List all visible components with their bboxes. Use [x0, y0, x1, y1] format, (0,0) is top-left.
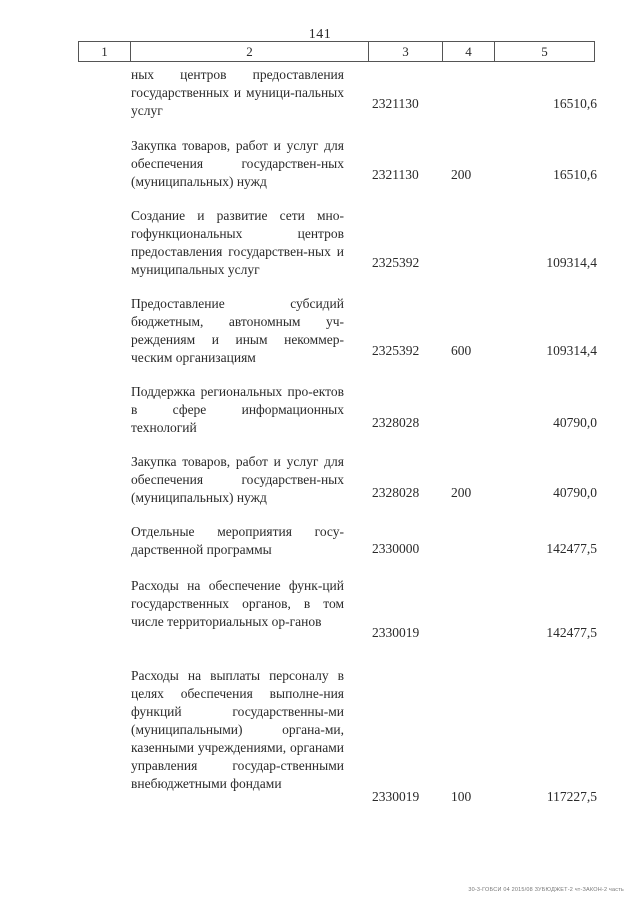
row-description: Расходы на обеспечение функ-ций государственных органов, в том числе территориальных ор-ганов [131, 578, 344, 629]
header-col-4: 4 [443, 42, 495, 61]
header-col-3: 3 [369, 42, 443, 61]
row-description: Отдельные мероприятия госу-дарственной программы [131, 524, 344, 557]
document-footer: 30-3-ГОБСИ 04 2015/08 ЗУБЮДЖЕТ-2 чт-ЗАКОН-2 часть [468, 887, 624, 893]
row-type: 100 [451, 789, 472, 804]
row-code: 2325392 [372, 343, 420, 358]
row-amount: 40790,0 [553, 415, 597, 430]
row-code: 2330000 [372, 541, 420, 556]
row-amount: 16510,6 [553, 167, 597, 182]
row-amount: 109314,4 [546, 255, 597, 270]
header-col-2: 2 [131, 42, 369, 61]
row-amount: 142477,5 [546, 625, 597, 640]
page-number: 141 [308, 27, 332, 42]
row-amount: 117227,5 [546, 789, 597, 804]
row-code: 2321130 [372, 96, 419, 111]
row-type: 200 [451, 485, 472, 500]
row-type: 200 [451, 167, 472, 182]
row-amount: 109314,4 [546, 343, 597, 358]
row-description: ных центров предоставления государственных и муници-пальных услуг [131, 67, 344, 118]
header-col-1: 1 [79, 42, 131, 61]
row-amount: 16510,6 [553, 96, 597, 111]
row-code: 2328028 [372, 485, 420, 500]
header-col-5: 5 [541, 43, 548, 59]
row-description: Предоставление субсидий бюджетным, автономным уч-реждениям и иным некоммер-ческим организациям [131, 296, 344, 365]
row-code: 2330019 [372, 789, 420, 804]
row-code: 2330019 [372, 625, 420, 640]
row-code: 2328028 [372, 415, 420, 430]
row-amount: 40790,0 [553, 485, 597, 500]
row-description: Закупка товаров, работ и услуг для обеспечения государствен-ных (муниципальных) нужд [131, 138, 344, 189]
row-type: 600 [451, 343, 472, 358]
row-code: 2321130 [372, 167, 419, 182]
row-description: Создание и развитие сети мно-гофункциональных центров предоставления государствен-ных и муниципальных услуг [131, 208, 344, 277]
row-amount: 142477,5 [546, 541, 597, 556]
table-header [78, 41, 595, 62]
row-description: Закупка товаров, работ и услуг для обеспечения государствен-ных (муниципальных) нужд [131, 454, 344, 505]
row-description: Расходы на выплаты персоналу в целях обеспечения выполне-ния функций государственны-ми (муниципальными) органа-ми, казенными учреждениями, органами управления государ-ственными внебюджетными фондами [131, 668, 344, 791]
row-description: Поддержка региональных про-ектов в сфере информационных технологий [131, 384, 344, 435]
row-code: 2325392 [372, 255, 420, 270]
